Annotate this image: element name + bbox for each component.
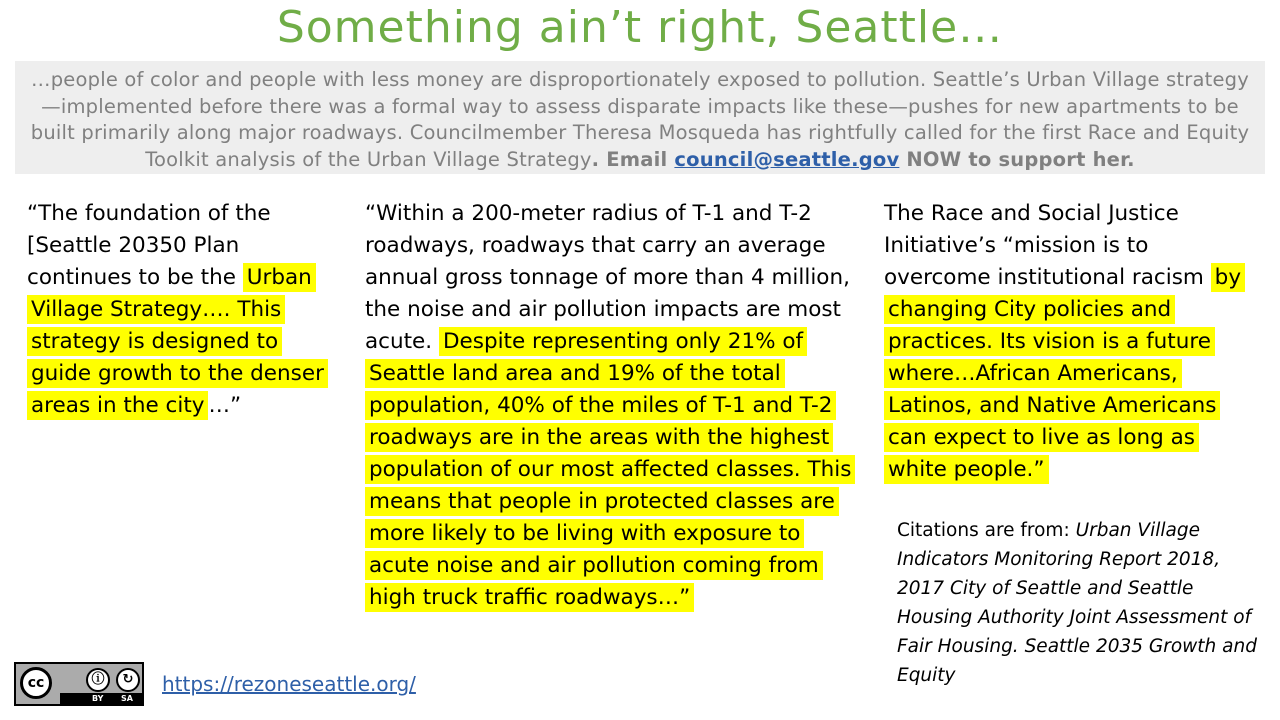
quote-roadways [365, 198, 855, 614]
quote-2-text: “Within a 200-meter radius of T-1 and T-2 roadways, roadways that carry an average annual gross tonnage of more than 4 million, the noise and air pollution impacts are most acute. [365, 201, 850, 354]
quote-3-text: The Race and Social Justice Initiative’s “mission is to overcome institutional racism [884, 201, 1211, 290]
share-alike-icon: ↻ [116, 668, 140, 692]
citations-sources: Urban Village Indicators Monitoring Report 2018, 2017 City of Seattle and Seattle Housing Authority Joint Assessment of Fair Housing. Seattle 2035 Growth and Equity [897, 520, 1257, 686]
website-link[interactable]: https://rezoneseattle.org/ [162, 672, 416, 696]
license-sa-label: SA [121, 694, 133, 703]
banner-cta-prefix: . Email [591, 147, 675, 171]
attribution-icon: ⓘ [86, 668, 110, 692]
quote-1-end: …” [208, 393, 242, 418]
banner-text: …people of color and people with less money are disproportionately exposed to pollution. Seattle’s Urban Village strategy—implemented before there was a formal way to assess disparate impacts like these—pushes for new apartments to be built primarily along major roadways. Councilmember Theresa Mosqueda has rightfully called for the first Race and Equity Toolkit analysis of the Urban Village Strategy [30, 68, 1250, 171]
quote-2-highlight: Despite representing only 21% of Seattle land area and 19% of the total population, 40% of the miles of T-1 and T-2 roadways are in the areas with the highest population of our most affected classes. This means that people in protected classes are more likely to be living with exposure to acute noise and air pollution coming from high truck traffic roadways…” [365, 327, 855, 612]
quote-urban-village [27, 198, 327, 422]
license-by-label: BY [92, 694, 104, 703]
banner-cta-suffix: NOW to support her. [899, 147, 1135, 171]
quote-3-highlight: by changing City policies and practices. Its vision is a future where…African Americans, Latinos, and Native Americans can expect to live as long as white people.” [884, 263, 1245, 484]
citations-prefix: Citations are from: [897, 520, 1076, 541]
intro-banner [15, 61, 1265, 174]
quote-1-highlight: Urban Village Strategy…. This strategy is designed to guide growth to the denser areas in the city [27, 263, 328, 420]
cc-by-sa-license-badge[interactable] [14, 662, 144, 706]
email-link[interactable]: council@seattle.gov [674, 147, 900, 171]
quote-rsji [884, 198, 1254, 486]
page-title: Something ain’t right, Seattle… [276, 2, 1004, 53]
license-label-strip [60, 693, 142, 704]
quote-1-text: “The foundation of the [Seattle 20350 Plan continues to be the [27, 201, 271, 290]
citations [897, 516, 1267, 690]
cc-icon: cc [20, 667, 52, 699]
